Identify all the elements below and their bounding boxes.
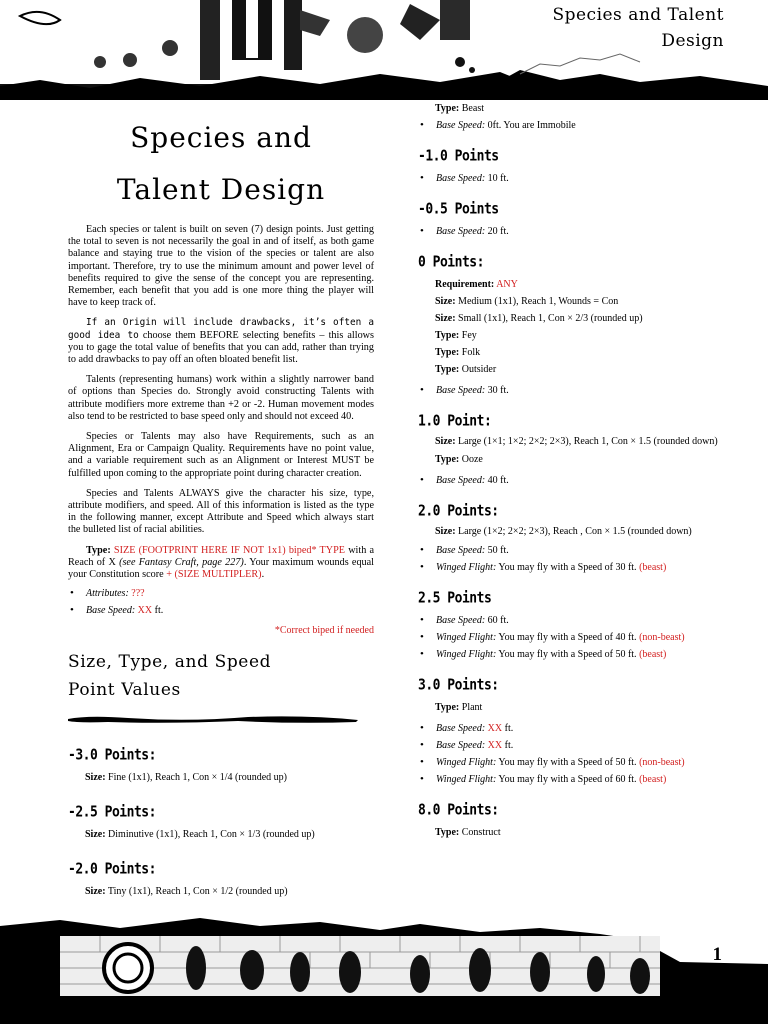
size-label: Size: xyxy=(435,296,456,307)
requirement-entry xyxy=(418,276,724,293)
winged-flight-text: You may fly with a Speed of 40 ft. xyxy=(496,632,640,643)
size-entry xyxy=(68,826,374,843)
list-item xyxy=(418,170,724,187)
type-value: Outsider xyxy=(459,364,497,375)
speed-list xyxy=(418,117,724,134)
size-entry xyxy=(418,525,724,538)
speed-list xyxy=(418,170,724,187)
list-item xyxy=(418,720,724,737)
base-speed-unit: ft. xyxy=(502,723,514,734)
base-speed-label: Base Speed: xyxy=(436,173,486,184)
type-value: Fey xyxy=(459,330,477,341)
section-title xyxy=(68,648,374,704)
size-entry xyxy=(68,769,374,786)
brush-divider xyxy=(68,714,358,724)
size-label: Size: xyxy=(85,886,106,898)
left-point-groups xyxy=(68,747,374,900)
size-text: Medium (1x1), Reach 1, Wounds = Con xyxy=(455,296,619,307)
point-heading: -3.0 Points: xyxy=(68,747,156,765)
size-entry xyxy=(418,310,724,327)
type-label: Type: xyxy=(435,103,460,114)
type-label: Type: xyxy=(435,827,460,838)
running-header-line2: Design xyxy=(661,31,724,51)
type-entry xyxy=(418,361,724,378)
base-speed-value: 0ft. You are Immobile xyxy=(485,120,576,131)
speed-list xyxy=(418,382,724,399)
winged-flight-qualifier: (non-beast) xyxy=(639,757,685,768)
winged-flight-text: You may fly with a Speed of 50 ft. xyxy=(496,757,640,768)
winged-flight-label: Winged Flight: xyxy=(436,632,497,643)
page-title xyxy=(68,112,374,216)
type-entry xyxy=(418,451,724,468)
list-item xyxy=(418,223,724,240)
point-group xyxy=(68,861,374,900)
base-speed-label: Base Speed: xyxy=(436,723,486,734)
page-number: 1 xyxy=(712,944,722,965)
base-speed-value: 40 ft. xyxy=(485,475,509,486)
winged-flight-qualifier: (beast) xyxy=(639,774,667,785)
type-label: Type: xyxy=(435,330,460,341)
winged-flight-qualifier: (beast) xyxy=(639,649,667,660)
base-speed-label: Base Speed: xyxy=(436,475,486,486)
template-bullets xyxy=(68,585,374,619)
list-item xyxy=(418,771,724,788)
point-group xyxy=(68,804,374,843)
base-speed-label: Base Speed: xyxy=(436,740,486,751)
point-heading: 2.5 Points xyxy=(418,589,492,608)
right-column xyxy=(418,100,724,841)
intro-paragraph-3: Talents (representing humans) work within a slightly narrower band of options than Species do. Strongly avoid constructing Talents with attribute modifiers more extreme than +2 or -2. Human movement modes also tend to be restricted to base speed only and should not exceed 40. xyxy=(68,374,374,422)
list-item xyxy=(418,612,724,629)
list-item xyxy=(418,117,724,134)
type-entry xyxy=(418,327,724,344)
type-entry xyxy=(418,100,724,117)
list-item xyxy=(418,542,724,559)
attributes-value: ??? xyxy=(131,588,145,600)
point-heading: 3.0 Points: xyxy=(418,676,499,695)
handwritten-tip: If an Origin will include drawbacks, it’s often a good idea to xyxy=(68,317,374,341)
size-entry xyxy=(418,435,724,448)
winged-flight-label: Winged Flight: xyxy=(436,774,497,785)
base-speed-value: 20 ft. xyxy=(485,226,509,237)
point-heading: 8.0 Points: xyxy=(418,801,499,820)
size-multiplier-placeholder: + (SIZE MULTIPLER) xyxy=(166,569,262,581)
intro-paragraph-1: Each species or talent is built on seven (7) design points. Just getting the total to seven is not necessarily the goal in and of itself, as both game balance and staying true to the vision of the species or talent are also important. Therefore, try to use the minimum amount and power level of benefits required to give the sense of the concept you are representing. Remember, each benefit that you add is one more thing the player will have to keep track of. xyxy=(68,224,374,309)
type-entry xyxy=(418,824,724,841)
list-item xyxy=(68,585,374,602)
list-item xyxy=(68,602,374,619)
wounds-text: . Your maximum wounds equal your Constitution score xyxy=(68,556,374,581)
attributes-label: Attributes: xyxy=(86,588,129,600)
type-label: Type: xyxy=(435,702,460,713)
point-heading: -2.5 Points: xyxy=(68,804,156,822)
base-speed-unit: ft. xyxy=(152,605,164,617)
type-value: Beast xyxy=(461,103,484,114)
base-speed-value: 30 ft. xyxy=(485,385,509,396)
size-text: Tiny (1x1), Reach 1, Con × 1/2 (rounded up) xyxy=(105,886,288,898)
size-text: Fine (1x1), Reach 1, Con × 1/4 (rounded up) xyxy=(105,772,287,784)
speed-list xyxy=(418,612,724,663)
type-label: Type: xyxy=(435,347,460,358)
winged-flight-qualifier: (beast) xyxy=(639,562,667,573)
section-title-line2: Point Values xyxy=(68,680,181,701)
speed-list xyxy=(418,542,724,576)
intro-paragraph-2 xyxy=(68,317,374,366)
size-entry xyxy=(68,883,374,900)
winged-flight-label: Winged Flight: xyxy=(436,562,497,573)
winged-flight-text: You may fly with a Speed of 60 ft. xyxy=(496,774,640,785)
list-item xyxy=(418,472,724,489)
base-speed-value: XX xyxy=(137,605,153,617)
footnote: *Correct biped if needed xyxy=(274,625,374,637)
list-item xyxy=(418,646,724,663)
type-entry xyxy=(418,344,724,361)
bottom-banner-illustration xyxy=(0,912,768,1024)
page-title-line1: Species and xyxy=(130,121,312,154)
base-speed-label: Base Speed: xyxy=(436,120,486,131)
winged-flight-text: You may fly with a Speed of 30 ft. xyxy=(496,562,640,573)
size-label: Size: xyxy=(85,829,106,841)
base-speed-unit: ft. xyxy=(502,740,514,751)
base-speed-placeholder: XX xyxy=(485,723,503,734)
base-speed-label: Base Speed: xyxy=(436,545,486,556)
type-entry xyxy=(418,699,724,716)
intro-paragraph-5: Species and Talents ALWAYS give the character his size, type, attribute modifiers, and speed. All of this information is listed as the type in the following manner, except Attribute and Speed which always start the bulleted list of racial abilities. xyxy=(68,487,374,536)
point-heading: -0.5 Points xyxy=(418,200,499,219)
point-heading: 0 Points: xyxy=(418,253,484,272)
running-header xyxy=(484,2,724,54)
template-type-line xyxy=(68,545,374,582)
size-label: Size: xyxy=(435,436,456,447)
base-speed-label: Base Speed: xyxy=(436,615,486,626)
speed-list xyxy=(418,223,724,240)
size-text: Small (1x1), Reach 1, Con × 2/3 (rounded up) xyxy=(455,313,643,324)
requirement-value: ANY xyxy=(494,279,518,290)
size-text: Large (1×1; 1×2; 2×2; 2×3), Reach 1, Con × 1.5 (rounded down) xyxy=(455,436,718,447)
winged-flight-text: You may fly with a Speed of 50 ft. xyxy=(496,649,640,660)
list-item xyxy=(418,754,724,771)
page-title-line2: Talent Design xyxy=(116,173,326,206)
point-heading: 2.0 Points: xyxy=(418,502,499,521)
size-label: Size: xyxy=(435,313,456,324)
base-speed-value: 60 ft. xyxy=(485,615,509,626)
type-label: Type: xyxy=(86,544,111,556)
base-speed-value: 10 ft. xyxy=(485,173,509,184)
base-speed-value: 50 ft. xyxy=(485,545,509,556)
reach-text: with a Reach of X xyxy=(68,544,375,568)
point-heading: 1.0 Point: xyxy=(418,412,492,431)
list-item xyxy=(418,629,724,646)
left-column xyxy=(68,112,374,900)
list-item xyxy=(418,382,724,399)
size-text: Large (1×2; 2×2; 2×3), Reach , Con × 1.5 (rounded down) xyxy=(455,526,692,537)
size-entry xyxy=(418,293,724,310)
requirement-label: Requirement: xyxy=(435,279,495,290)
base-speed-label: Base Speed: xyxy=(436,226,486,237)
speed-list xyxy=(418,472,724,489)
list-item xyxy=(418,737,724,754)
intro-paragraph-4: Species or Talents may also have Requirements, such as an Alignment, Era or Campaign Quality. Requirements have no point value, and a variable requirement such as an Alignment or Interest MUST be fulfilled upon coming to the appropriate point during character creation. xyxy=(68,431,374,479)
type-value: Construct xyxy=(459,827,501,838)
type-value: Plant xyxy=(459,702,483,713)
winged-flight-qualifier: (non-beast) xyxy=(639,632,685,643)
type-value: Folk xyxy=(459,347,481,358)
speed-list xyxy=(418,720,724,788)
period: . xyxy=(261,569,265,581)
list-item xyxy=(418,559,724,576)
point-group xyxy=(68,747,374,786)
reach-reference: (see Fantasy Craft, page 227) xyxy=(119,556,244,568)
type-value: Ooze xyxy=(459,454,483,465)
winged-flight-label: Winged Flight: xyxy=(436,649,497,660)
intro-paragraph-2-rest: choose them BEFORE selecting benefits – this allows you to gage the total value of benefits that you can add, rather than trying to add drawbacks to pay off an often bloated benefit list. xyxy=(68,329,374,366)
base-speed-placeholder: XX xyxy=(485,740,503,751)
type-label: Type: xyxy=(435,454,460,465)
type-label: Type: xyxy=(435,364,460,375)
running-header-line1: Species and Talent xyxy=(552,5,724,25)
size-label: Size: xyxy=(85,772,106,784)
point-heading: -2.0 Points: xyxy=(68,861,156,879)
section-title-line1: Size, Type, and Speed xyxy=(68,652,272,673)
type-placeholder: SIZE (FOOTPRINT HERE IF NOT 1x1) biped* TYPE xyxy=(113,544,346,556)
size-text: Diminutive (1x1), Reach 1, Con × 1/3 (rounded up) xyxy=(105,829,315,841)
point-heading: -1.0 Points xyxy=(418,147,499,166)
base-speed-label: Base Speed: xyxy=(436,385,486,396)
size-label: Size: xyxy=(435,526,456,537)
winged-flight-label: Winged Flight: xyxy=(436,757,497,768)
battle-scene-art xyxy=(0,912,768,1024)
base-speed-label: Base Speed: xyxy=(86,605,136,617)
